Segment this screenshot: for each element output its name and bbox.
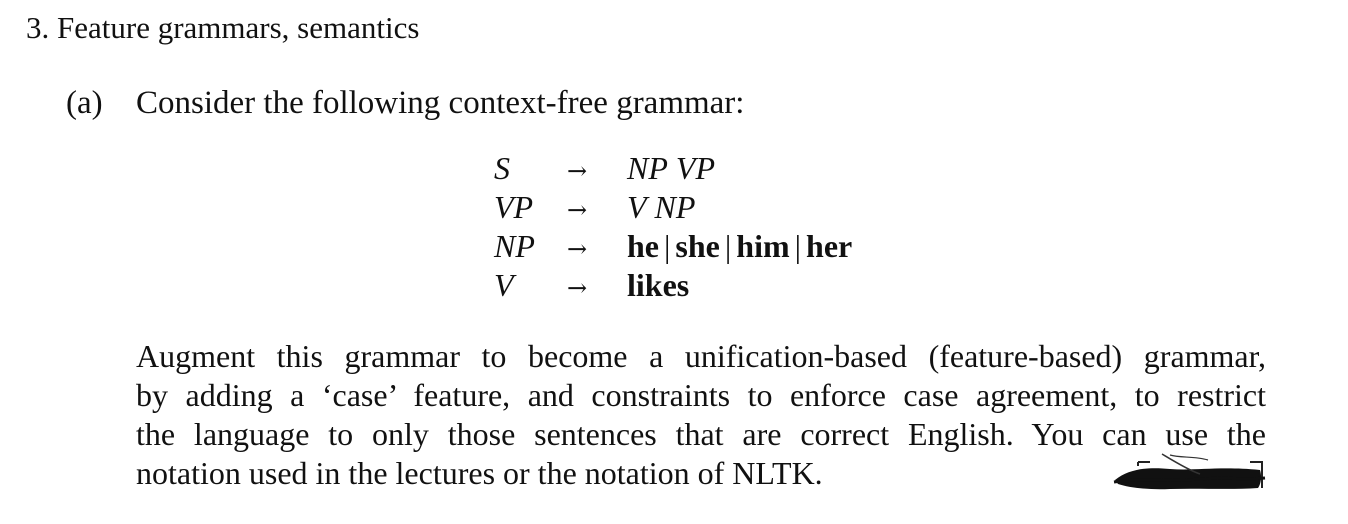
instruction-line: notation used in the lectures or the notation of NLTK. [136, 455, 823, 491]
rule-lhs: VP [494, 189, 534, 225]
alternation-bar: | [794, 228, 802, 264]
rule-rhs [627, 189, 695, 226]
rule-lhs: V [494, 267, 514, 303]
instruction-line: the language to only those sentences that are correct English. You can use the [136, 416, 1266, 452]
question-title: 3. Feature grammars, semantics [26, 10, 420, 45]
instruction-paragraph [136, 337, 1266, 493]
rule-arrow: → [567, 157, 588, 185]
redaction-scribble [1110, 452, 1270, 497]
rhs-symbol: V [627, 189, 647, 225]
part-intro: Consider the following context-free grammar: [136, 85, 745, 121]
alternation-bar: | [724, 228, 732, 264]
rule-arrow: → [567, 274, 588, 302]
rule-lhs: S [494, 150, 510, 186]
instruction-line: Augment this grammar to become a unification-based (feature-based) grammar, [136, 338, 1266, 374]
rule-rhs [627, 150, 715, 187]
instruction-line: by adding a ‘case’ feature, and constraints to enforce case agreement, to restrict [136, 377, 1266, 413]
rhs-terminal: him [736, 228, 790, 264]
part-label: (a) [66, 85, 103, 121]
rhs-terminal: he [627, 228, 659, 264]
alternation-bar: | [664, 228, 671, 264]
rhs-terminal: likes [627, 267, 690, 303]
rule-rhs [627, 228, 852, 265]
rule-arrow: → [567, 196, 588, 224]
rhs-symbol: VP [675, 150, 715, 186]
rule-rhs [627, 267, 689, 304]
rule-lhs: NP [494, 228, 535, 264]
rhs-symbol: NP [627, 150, 668, 186]
rule-arrow: → [567, 235, 588, 263]
rhs-terminal: she [675, 228, 720, 264]
rhs-symbol: NP [654, 189, 696, 225]
rhs-terminal: her [806, 228, 853, 264]
